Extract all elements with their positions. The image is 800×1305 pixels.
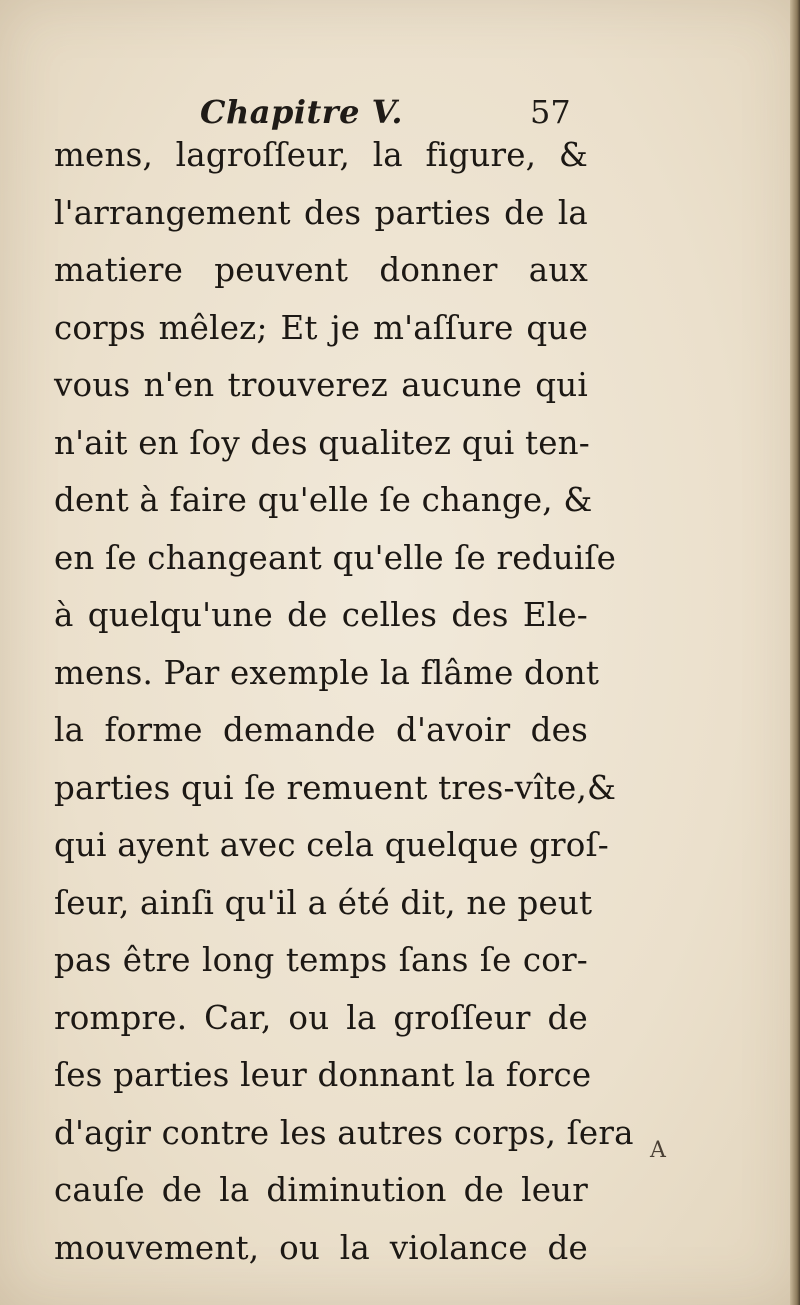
text-line: cauſe de la diminution de leur <box>54 1171 588 1209</box>
running-head: Chapitre V. <box>200 93 404 131</box>
text-line: qui ayent avec cela quelque groſ- <box>54 826 609 864</box>
marginal-mark: A <box>650 1138 666 1163</box>
text-line: vous n'en trouverez aucune qui <box>54 366 588 404</box>
text-line: mouvement, ou la violance de <box>54 1228 588 1267</box>
text-line: la forme demande d'avoir des <box>54 711 588 749</box>
text-line: n'ait en ſoy des qualitez qui ten- <box>54 423 590 462</box>
text-line: d'agir contre les autres corps, ſera <box>54 1113 634 1152</box>
page-number: 57 <box>530 93 571 131</box>
page-edge <box>790 0 800 1305</box>
text-line: à quelqu'une de celles des Ele- <box>54 596 588 634</box>
text-line: ſes parties leur donnant la force <box>54 1056 592 1094</box>
text-line: mens. Par exemple la flâme dont <box>54 653 600 692</box>
text-line: corps mêlez; Et je m'aſſure que <box>54 308 588 347</box>
text-line: ſeur, ainſi qu'il a été dit, ne peut <box>54 883 593 922</box>
text-line: rompre. Car, ou la groſſeur de <box>54 998 588 1037</box>
text-line: pas être long temps ſans ſe cor- <box>54 941 588 979</box>
text-line: mens, lagroſſeur, la figure, & <box>54 136 588 174</box>
text-line: parties qui ſe remuent tres-vîte,& <box>54 768 617 807</box>
text-line: en ſe changeant qu'elle ſe reduiſe <box>54 538 617 577</box>
body-text <box>54 127 634 1277</box>
text-line: l'arrangement des parties de la <box>54 193 588 232</box>
text-line: matiere peuvent donner aux <box>54 251 588 289</box>
text-line: dent à faire qu'elle ſe change, & <box>54 481 593 519</box>
